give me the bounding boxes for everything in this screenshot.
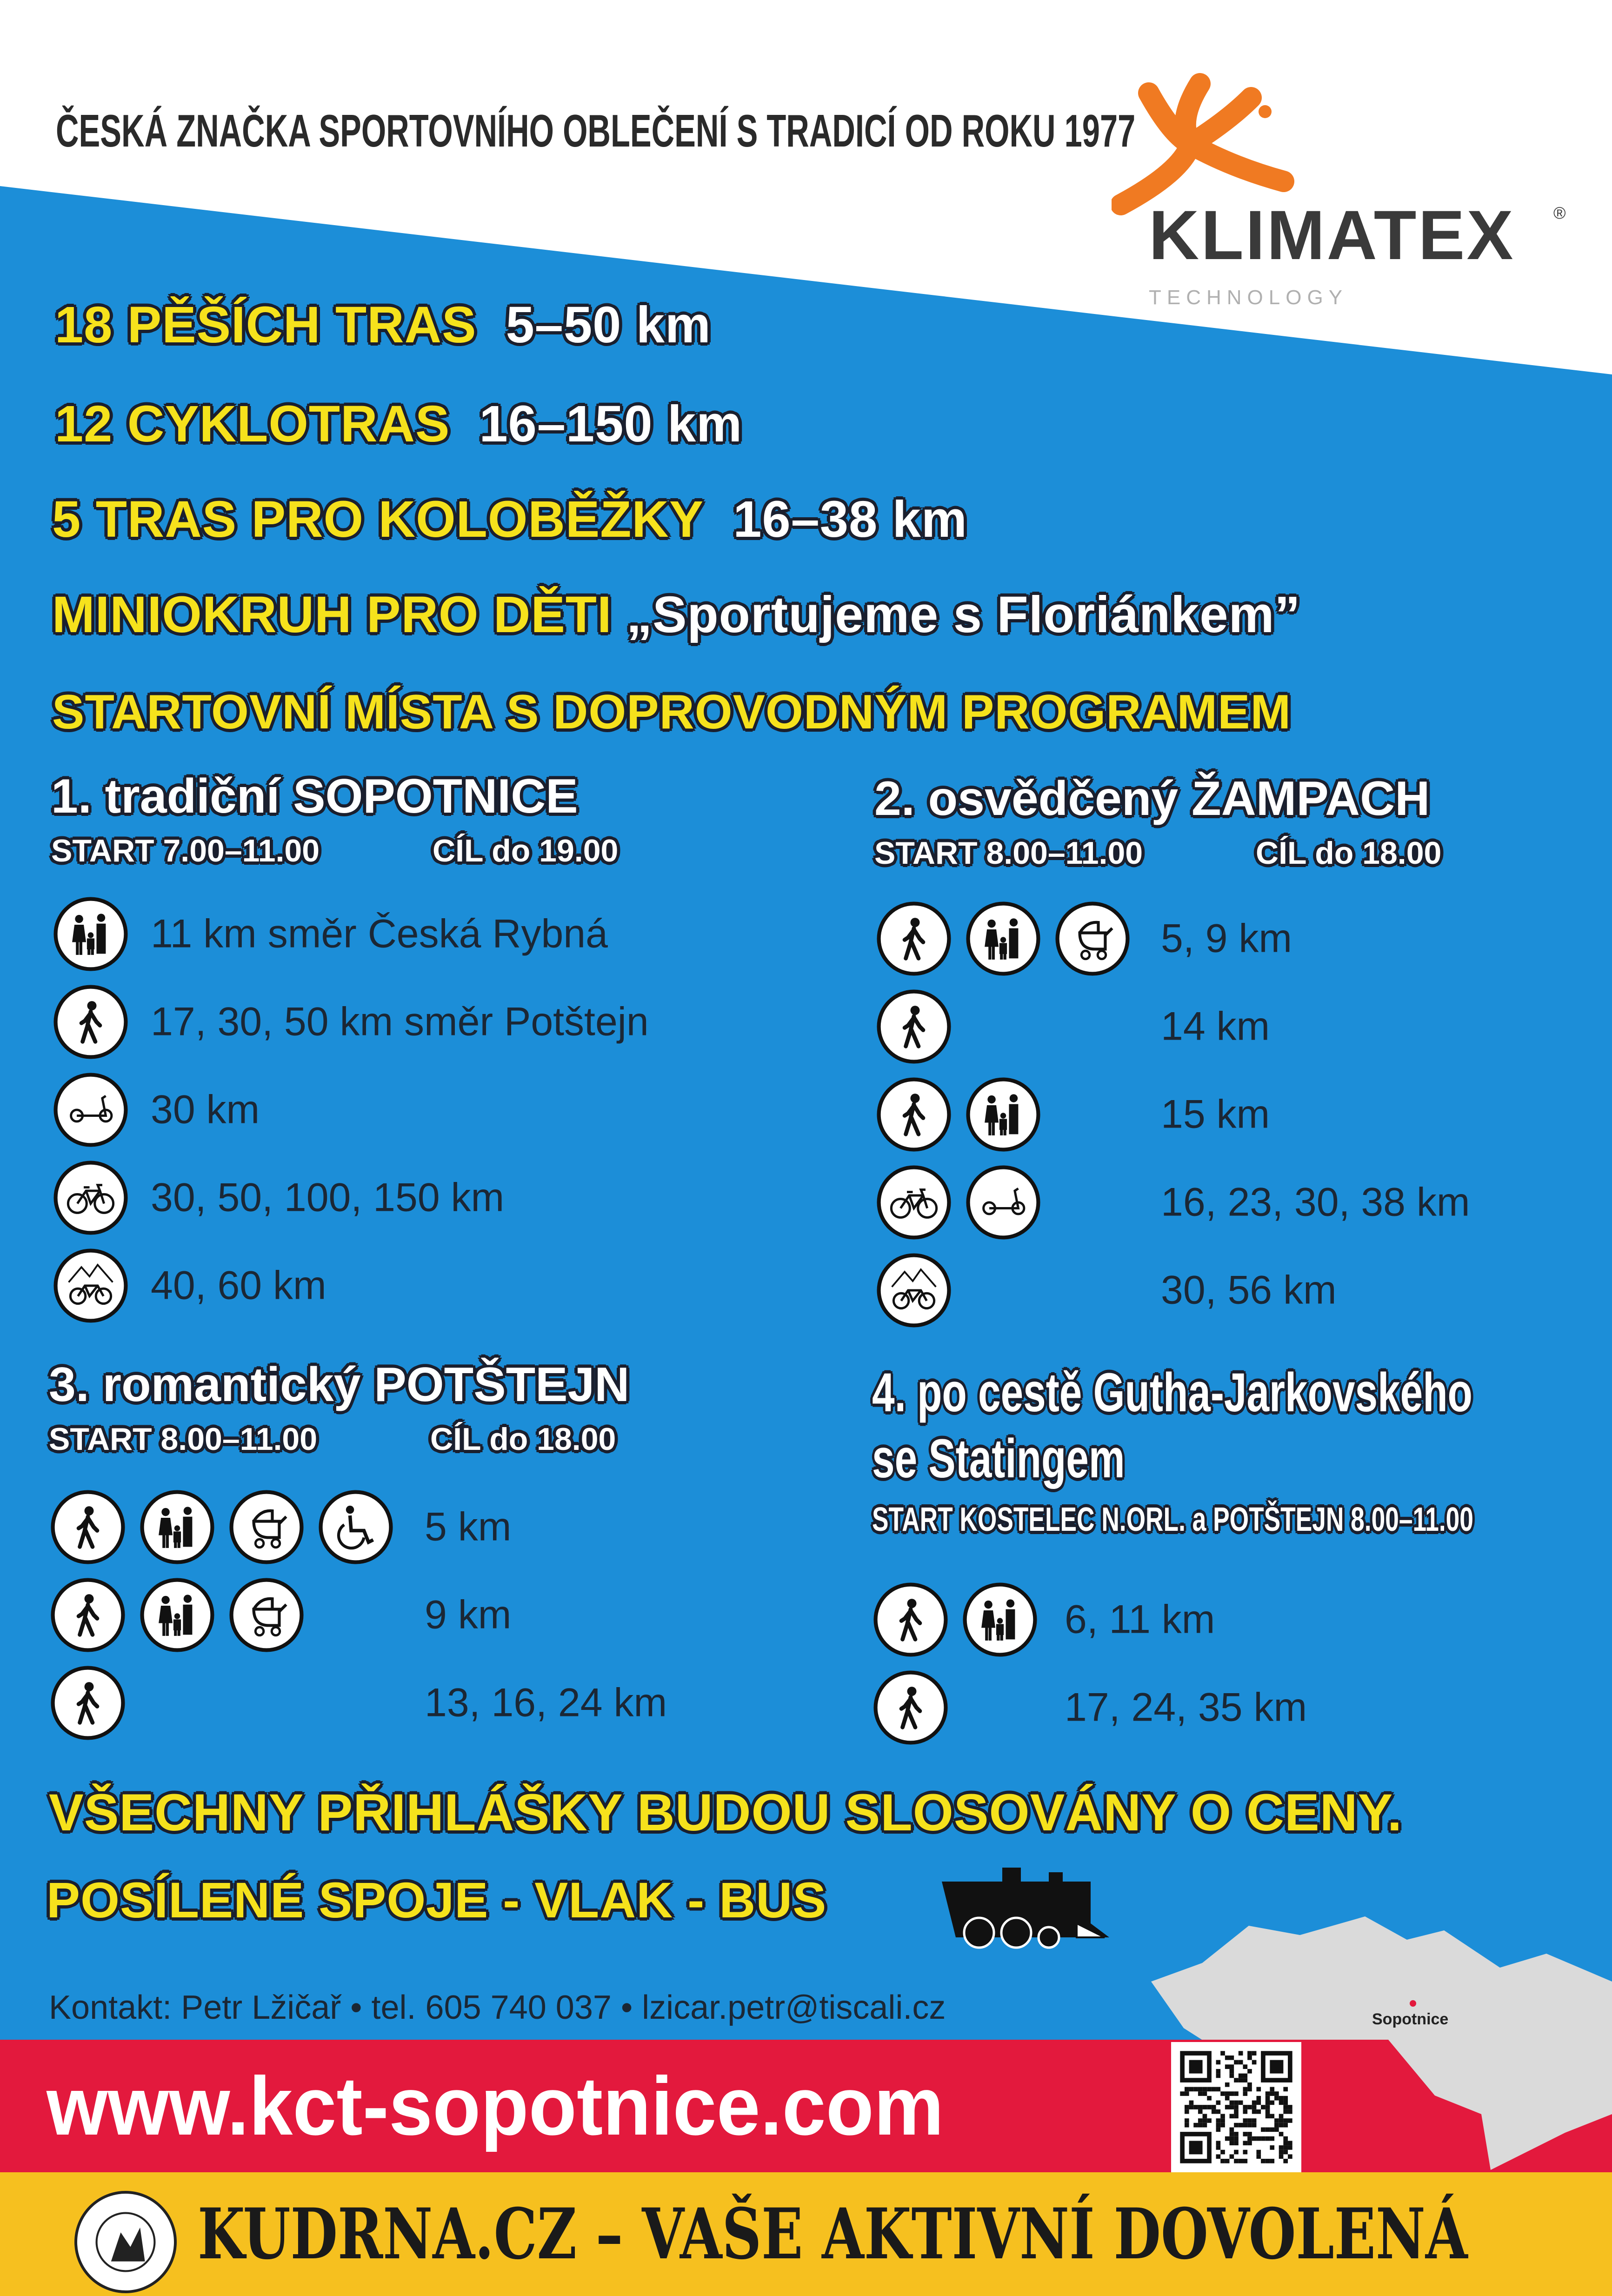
section-finish-time: CÍL do 19.00 bbox=[433, 833, 619, 868]
section-start-time: START 7.00–11.00 bbox=[51, 833, 320, 868]
route-distance: 11 km směr Česká Rybná bbox=[151, 911, 608, 956]
route-distance: 30, 50, 100, 150 km bbox=[151, 1175, 505, 1220]
kickscooter-icon bbox=[965, 1164, 1041, 1241]
route-distance: 40, 60 km bbox=[151, 1263, 326, 1308]
family-icon bbox=[53, 896, 129, 972]
transport-note: POSÍLENÉ SPOJE - VLAK - BUS bbox=[47, 1872, 827, 1928]
klimatex-sub: TECHNOLOGY bbox=[1149, 286, 1348, 309]
section-title: 3. romantický POTŠTEJN bbox=[49, 1358, 630, 1412]
start-points-heading: STARTOVNÍ MÍSTA S DOPROVODNÝM PROGRAMEM bbox=[52, 685, 1292, 739]
highlight-kids-loop bbox=[52, 585, 1300, 644]
highlight-scooter bbox=[52, 490, 967, 549]
stroller-icon bbox=[228, 1489, 305, 1565]
hiker-icon bbox=[876, 1076, 952, 1153]
route-distance: 5 km bbox=[425, 1504, 512, 1549]
section-title-line2: se Statingem bbox=[872, 1428, 1125, 1489]
family-icon bbox=[965, 1076, 1041, 1153]
highlight-value: 16–150 km bbox=[479, 395, 743, 453]
registered-mark: ® bbox=[1553, 203, 1566, 222]
map-location-dot bbox=[1410, 2000, 1416, 2007]
mountain-bike-icon bbox=[53, 1248, 129, 1324]
hiker-icon bbox=[876, 988, 952, 1065]
hiker-icon bbox=[50, 1665, 126, 1741]
route-distance: 6, 11 km bbox=[1065, 1597, 1215, 1642]
qr-code[interactable] bbox=[1171, 2042, 1301, 2172]
brand-tagline: ČESKÁ ZNAČKA SPORTOVNÍHO OBLEČENÍ S TRADICÍ OD ROKU 1977 bbox=[56, 105, 1136, 156]
klimatex-brand: KLIMATEX bbox=[1149, 196, 1515, 274]
hiker-icon bbox=[873, 1582, 949, 1658]
wheelchair-icon bbox=[318, 1489, 394, 1565]
route-distance: 30, 56 km bbox=[1161, 1268, 1337, 1313]
section-finish-time: CÍL do 18.00 bbox=[430, 1422, 616, 1457]
contact-info: Kontakt: Petr Lžičař • tel. 605 740 037 • lzicar.petr@tiscali.cz bbox=[49, 1989, 946, 2026]
highlight-value: 5–50 km bbox=[506, 296, 711, 354]
hiker-icon bbox=[50, 1577, 126, 1653]
kudrna-logo bbox=[74, 2191, 177, 2293]
klimatex-logo bbox=[1112, 65, 1577, 307]
route-distance: 16, 23, 30, 38 km bbox=[1161, 1180, 1470, 1225]
stroller-icon bbox=[1054, 901, 1131, 977]
family-icon bbox=[139, 1577, 215, 1653]
highlight-label: 5 TRAS PRO KOLOBĚŽKY bbox=[52, 491, 704, 548]
route-distance: 30 km bbox=[151, 1087, 260, 1132]
section-title: 1. tradiční SOPOTNICE bbox=[51, 769, 578, 823]
hiker-icon bbox=[50, 1489, 126, 1565]
highlight-value: 16–38 km bbox=[733, 491, 967, 548]
family-icon bbox=[962, 1582, 1038, 1658]
prize-draw-note: VŠECHNY PŘIHLÁŠKY BUDOU SLOSOVÁNY O CENY. bbox=[49, 1783, 1403, 1842]
route-distance: 14 km bbox=[1161, 1004, 1270, 1049]
family-icon bbox=[965, 901, 1041, 977]
kudrna-slogan: KUDRNA.CZ – VAŠE AKTIVNÍ DOVOLENÁ bbox=[198, 2193, 1468, 2275]
section-finish-time: CÍL do 18.00 bbox=[1256, 835, 1442, 871]
stroller-icon bbox=[228, 1577, 305, 1653]
route-distance: 13, 16, 24 km bbox=[425, 1680, 667, 1725]
mountain-bike-icon bbox=[876, 1252, 952, 1328]
section-start-time: START 8.00–11.00 bbox=[874, 835, 1143, 871]
route-distance: 15 km bbox=[1161, 1092, 1270, 1137]
section-title: 2. osvědčený ŽAMPACH bbox=[874, 772, 1430, 826]
map-label: Sopotnice bbox=[1372, 2010, 1449, 2028]
route-distance: 17, 24, 35 km bbox=[1065, 1685, 1307, 1730]
hiker-icon bbox=[53, 984, 129, 1060]
route-distance: 17, 30, 50 km směr Potštejn bbox=[151, 999, 649, 1044]
section-title: 4. po cestě Gutha-Jarkovského bbox=[872, 1362, 1472, 1423]
section-start-time: START 8.00–11.00 bbox=[49, 1422, 318, 1457]
highlight-label: 18 PĚŠÍCH TRAS bbox=[55, 296, 477, 354]
hiker-icon bbox=[876, 901, 952, 977]
train-icon bbox=[937, 1863, 1119, 1951]
highlight-label: MINIOKRUH PRO DĚTI bbox=[52, 586, 612, 643]
route-distance: 9 km bbox=[425, 1592, 512, 1637]
kudrna-emblem-icon bbox=[77, 2194, 174, 2290]
website-link[interactable]: www.kct-sopotnice.com bbox=[47, 2060, 944, 2152]
bike-icon bbox=[876, 1164, 952, 1241]
highlight-label: 12 CYKLOTRAS bbox=[55, 395, 450, 453]
bike-icon bbox=[53, 1160, 129, 1236]
route-distance: 5, 9 km bbox=[1161, 916, 1292, 961]
section-start-time: START KOSTELEC N.ORL. a POTŠTEJN 8.00–11.00 bbox=[872, 1501, 1473, 1538]
highlight-hiking bbox=[55, 295, 711, 354]
highlight-cycling bbox=[55, 394, 742, 454]
kickscooter-icon bbox=[53, 1072, 129, 1148]
family-icon bbox=[139, 1489, 215, 1565]
hiker-icon bbox=[873, 1669, 949, 1746]
highlight-value: „Sportujeme s Floriánkem” bbox=[626, 586, 1301, 643]
